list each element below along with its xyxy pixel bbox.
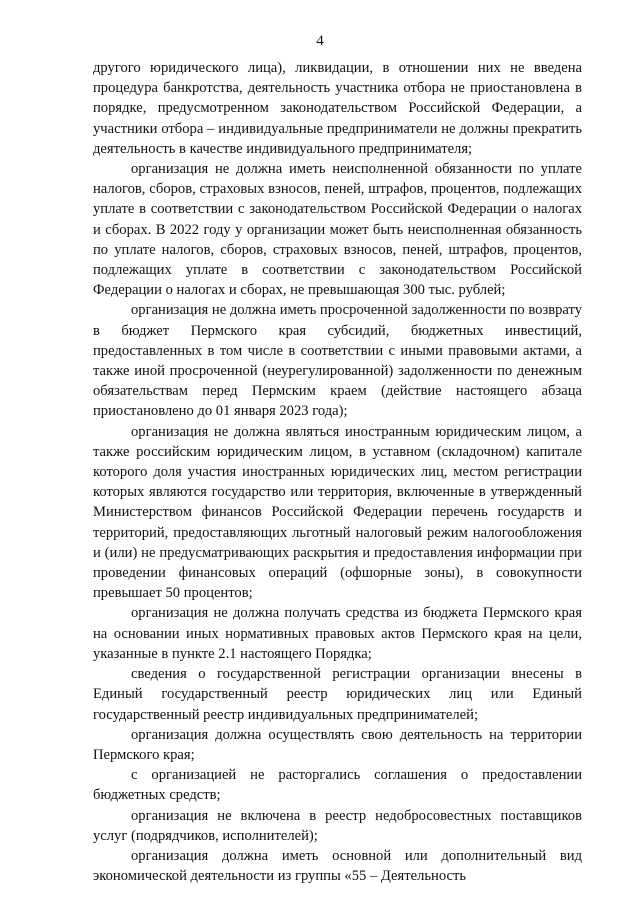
paragraph-3: организация не должна иметь просроченной задолженности по возврату в бюджет Пермского края субсидий, бюджетных инвестиций, предоставленных в том числе в соответствии с иными правовыми актами, а также иной просроченной (неурегулированной) задолженности по денежным обязательствам перед Пермским краем (действие настоящего абзаца приостановлено до 01 января 2023 года);: [93, 302, 582, 420]
paragraph-7: организация должна осуществлять свою деятельность на территории Пермского края;: [93, 726, 582, 763]
paragraph-4: организация не должна являться иностранным юридическим лицом, а также российским юридическим лицом, в уставном (складочном) капитале которого доля участия иностранных юридических лиц, местом регистрации которых являются государство или территория, включенные в утвержденный Министерством финансов Российской Федерации перечень государств и территорий, предоставляющих льготный налоговый режим налогообложения и (или) не предусматривающих раскрытия и предоставления информации при проведении финансовых операций (офшорные зоны), в совокупности превышает 50 процентов;: [93, 423, 582, 602]
paragraph-5: организация не должна получать средства из бюджета Пермского края на основании иных нормативных правовых актов Пермского края на цели, указанные в пункте 2.1 настоящего Порядка;: [93, 605, 582, 662]
paragraph-8: с организацией не расторгались соглашения о предоставлении бюджетных средств;: [93, 767, 582, 804]
paragraph-2: организация не должна иметь неисполненной обязанности по уплате налогов, сборов, страховых взносов, пеней, штрафов, процентов, подлежащих уплате в соответствии с законодательством Российской Федерации о налогах и сборах. В 2022 году у организации может быть неисполненная обязанность по уплате налогов, сборов, страховых взносов, пеней, штрафов, процентов, подлежащих уплате в соответствии с законодательством Российской Федерации о налогах и сборах, не превышающая 300 тыс. рублей;: [93, 161, 582, 299]
paragraph-6: сведения о государственной регистрации организации внесены в Единый государственный реестр юридических лиц или Единый государственный реестр индивидуальных предпринимателей;: [93, 666, 582, 723]
paragraph-9: организация не включена в реестр недобросовестных поставщиков услуг (подрядчиков, исполнителей);: [93, 807, 582, 844]
paragraph-10: организация должна иметь основной или дополнительный вид экономической деятельности из группы «55 – Деятельность: [93, 847, 582, 885]
document-body: [93, 58, 582, 886]
page-number: 4: [316, 33, 324, 49]
paragraph-1: другого юридического лица), ликвидации, в отношении них не введена процедура банкротства, деятельность участника отбора не приостановлена в порядке, предусмотренном законодательством Российской Федерации, а участники отбора – индивидуальные предприниматели не должны прекратить деятельность в качестве индивидуального предпринимателя;: [93, 60, 582, 157]
